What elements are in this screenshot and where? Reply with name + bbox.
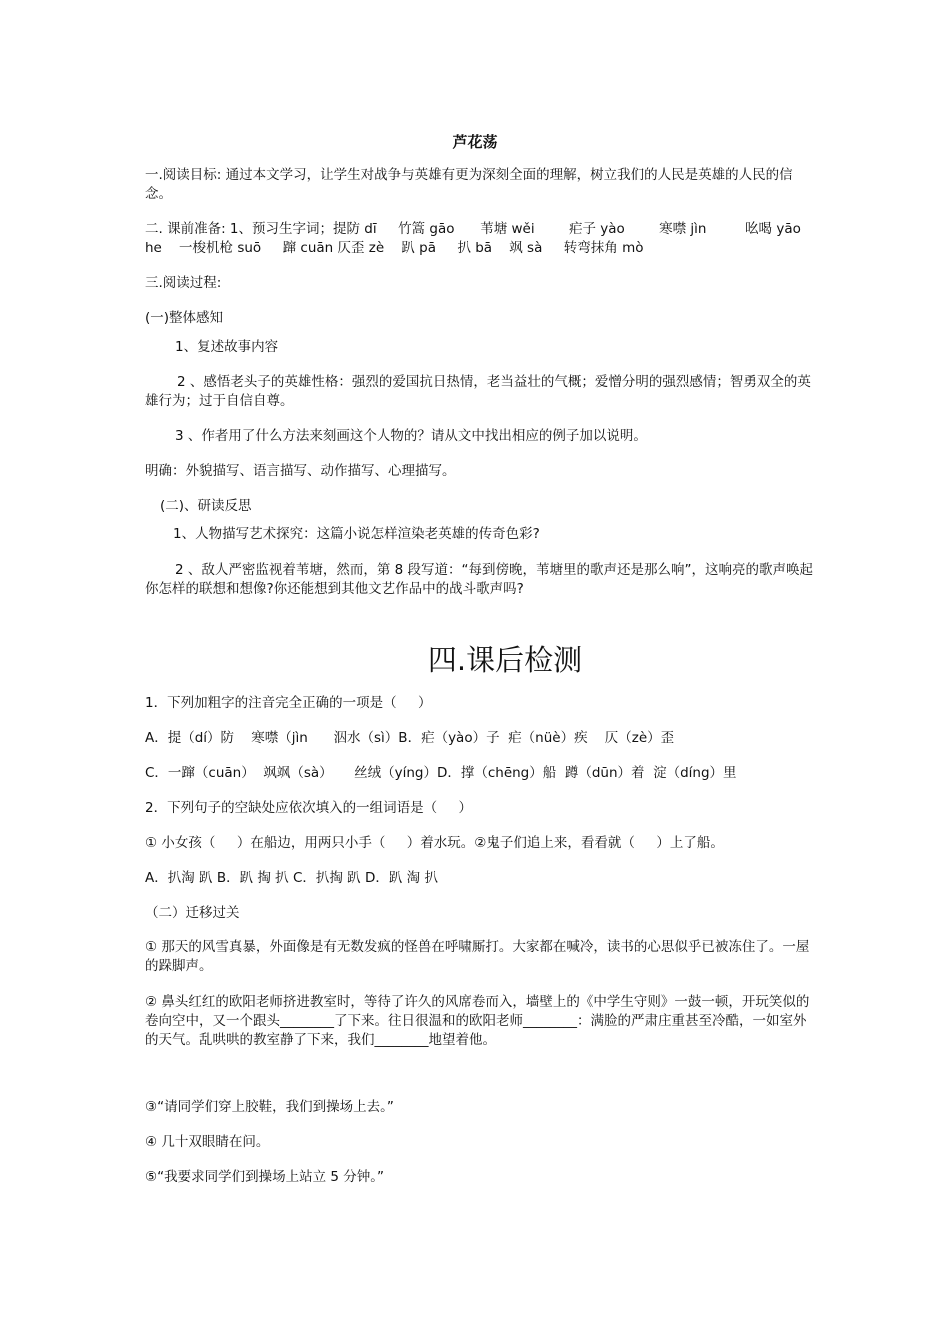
reflection-question-1: 1、人物描写艺术探究：这篇小说怎样渲染老英雄的传奇色彩?: [173, 526, 540, 542]
preparation-line-1: 二. 课前准备: 1、预习生字词；提防 dī 竹篙 gāo 苇塘 wěi 疟子 yào 寒噤 jìn 吆喝 yāo: [145, 221, 801, 237]
page-title: 芦花荡: [452, 133, 498, 151]
passage-paragraph-2: ② 鼻头红红的欧阳老师挤进教室时，等待了许久的风席卷而入，墙壁上的《中学生守则》一鼓一顿，开玩笑似的卷向空中，又一个跟头________了下来。往日很温和的欧阳老师________：满脸的严肃庄重甚至冷酷，一如室外的天气。乱哄哄的教室静了下来，我们________地望着他。: [145, 994, 810, 1048]
passage-paragraph-1: ① 那天的风雪真暴，外面像是有无数发疯的怪兽在呼啸厮打。大家都在喊冷，读书的心思似乎已被冻住了。一屋的跺脚声。: [145, 939, 810, 974]
passage-paragraph-3: ③“请同学们穿上胶鞋，我们到操场上去。”: [145, 1099, 394, 1115]
question-1-options-a-b: A．提（dí）防 寒噤（jìn 泅水（sì）B．疟（yào）子 疟（nüè）疾 仄（zè）歪: [145, 730, 675, 746]
study-reflection-heading: (二)、研读反思: [160, 498, 252, 514]
task-item-2: 2 、感悟老头子的英雄性格：强烈的爱国抗日热情，老当益壮的气概；爱憎分明的强烈感情；智勇双全的英雄行为；过于自信自尊。: [145, 374, 811, 409]
post-class-test-heading: 四.课后检测: [427, 643, 583, 677]
test-question-2: 2．下列句子的空缺处应依次填入的一组词语是（ ）: [145, 800, 473, 816]
test-question-1: 1．下列加粗字的注音完全正确的一项是（ ）: [145, 695, 432, 711]
reading-process-heading: 三.阅读过程:: [145, 275, 222, 291]
reading-goal: 一.阅读目标: 通过本文学习，让学生对战争与英雄有更为深刻全面的理解，树立我们的人民是英雄的人民的信念。: [145, 167, 793, 202]
question-1-options-c-d: C．一蹿（cuān） 飒飒（sà） 丝绒（yíng）D．撑（chēng）船 蹲（dūn）着 淀（díng）里: [145, 765, 737, 781]
overall-perception-heading: (一)整体感知: [145, 310, 224, 326]
question-2-sentence: ① 小女孩（ ）在船边，用两只小手（ ）着水玩。②鬼子们追上来，看看就（ ）上了船。: [145, 835, 724, 851]
task-item-1: 1、复述故事内容: [175, 339, 279, 355]
preparation-line-2: he 一梭机枪 suō 蹿 cuān 仄歪 zè 趴 pā 扒 bā 飒 sà 转弯抹角 mò: [145, 240, 644, 256]
answer-line: 明确：外貌描写、语言描写、动作描写、心理描写。: [145, 463, 456, 479]
passage-paragraph-4: ④ 几十双眼睛在问。: [145, 1134, 270, 1150]
passage-paragraph-5: ⑤“我要求同学们到操场上站立 5 分钟。”: [145, 1169, 385, 1185]
question-2-options: A．扒淘 趴 B．趴 掏 扒 C．扒掏 趴 D．趴 淘 扒: [145, 870, 438, 886]
reflection-question-2: 2 、敌人严密监视着苇塘，然而，第 8 段写道：“每到傍晚，苇塘里的歌声还是那么响”，这响亮的歌声唤起你怎样的联想和想像?你还能想到其他文艺作品中的战斗歌声吗?: [145, 562, 814, 597]
task-item-3: 3 、作者用了什么方法来刻画这个人物的？请从文中找出相应的例子加以说明。: [175, 428, 647, 444]
transfer-heading: （二）迁移过关: [145, 905, 240, 921]
